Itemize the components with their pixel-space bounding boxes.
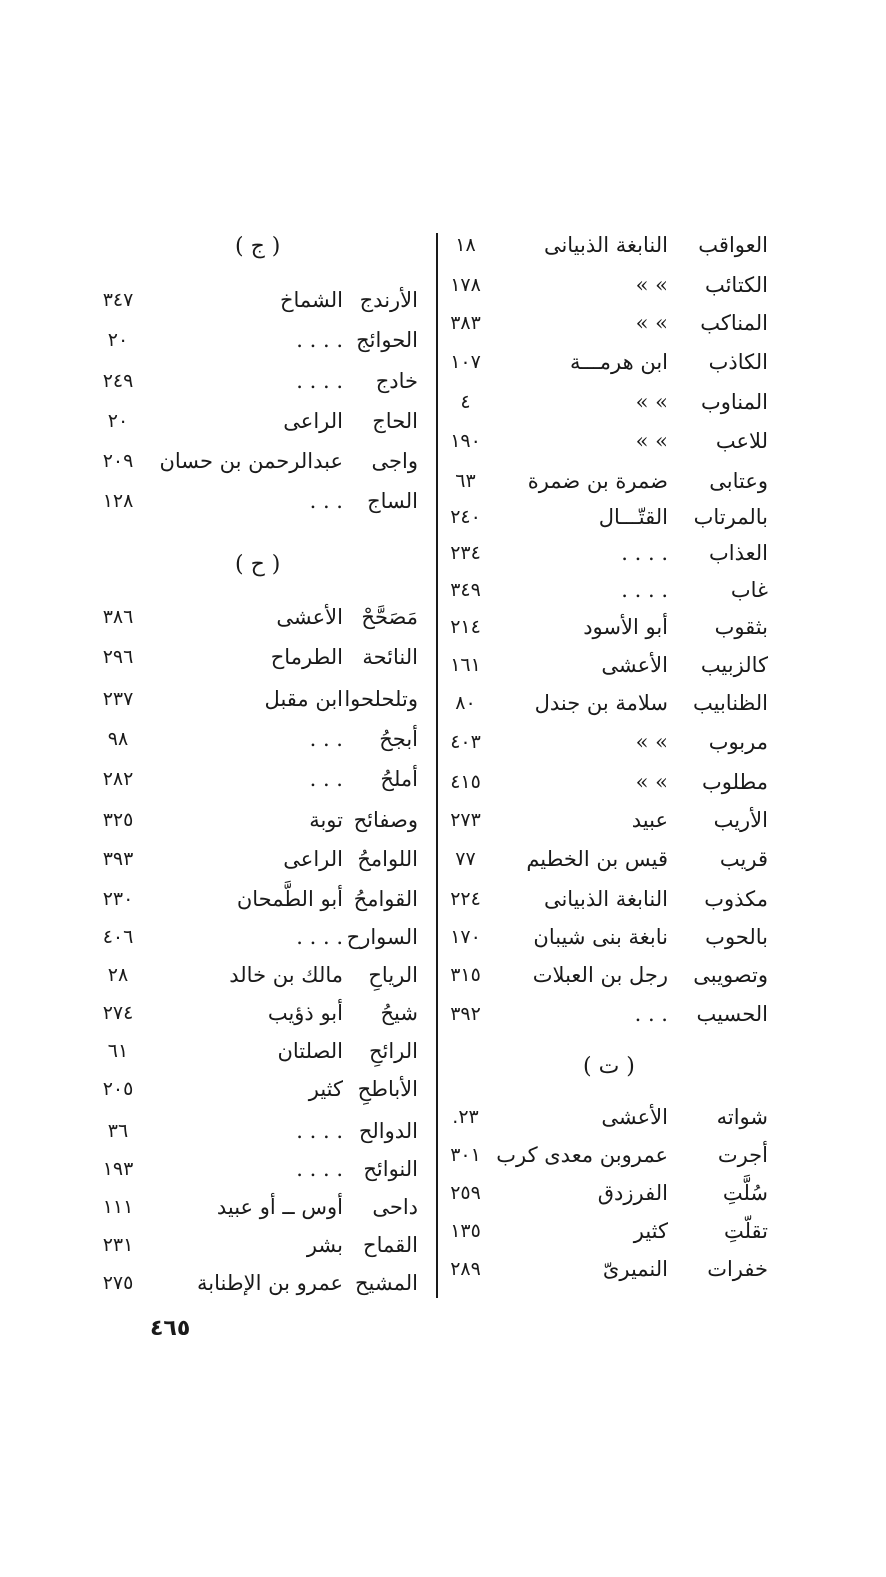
index-entry	[88, 404, 418, 438]
page-reference: ٢٢٤	[450, 888, 481, 910]
poet-name: عمروبن معدى كرب	[496, 1143, 668, 1167]
index-entry	[88, 882, 418, 916]
page-reference: ٢٧٥	[102, 1272, 134, 1294]
poet-name: عبدالرحمن بن حسان	[159, 449, 343, 473]
rhyme-word: المشيح	[355, 1271, 418, 1295]
page-reference: ٢٨٩	[450, 1258, 481, 1280]
section-heading: ( ج )	[235, 234, 281, 259]
poet-name: الصلتان	[277, 1039, 343, 1063]
rhyme-word: الدوالح	[358, 1119, 418, 1143]
index-entry	[428, 500, 768, 534]
page-reference: ٢٩٦	[102, 646, 134, 668]
index-entry	[88, 682, 418, 716]
index-entry	[428, 725, 768, 759]
index-entry	[428, 648, 768, 682]
poet-name: . . . .	[621, 541, 668, 565]
page-number: ٤٦٥	[150, 1316, 191, 1341]
index-entry	[428, 803, 768, 837]
rhyme-word: الرائحِ	[368, 1039, 418, 1063]
rhyme-word: وعتابى	[709, 469, 768, 493]
page-reference: ١١١	[102, 1196, 134, 1218]
poet-name: مالك بن خالد	[229, 963, 343, 987]
index-entry	[428, 842, 768, 876]
index-entry	[428, 306, 768, 340]
page-reference: ٤	[460, 391, 471, 413]
poet-name: . . . .	[296, 369, 343, 393]
page-reference: ١٣٥	[450, 1220, 481, 1242]
page-reference: ٣٨٣	[450, 312, 481, 334]
rhyme-word: الأرندج	[359, 288, 418, 312]
rhyme-word: واجى	[371, 449, 418, 473]
page-reference: ٣٩٣	[102, 848, 134, 870]
index-entry	[88, 1114, 418, 1148]
poet-name: نابغة بنى شيبان	[533, 925, 668, 949]
page-reference: ٢٠	[107, 410, 129, 432]
section-heading: ( ح )	[235, 552, 281, 577]
page-reference: ٢١٤	[450, 616, 481, 638]
rhyme-word: الرياحِ	[368, 963, 418, 987]
index-entry	[428, 1138, 768, 1172]
page-reference: ٢٧٣	[450, 809, 481, 831]
poet-name: الأعشى	[601, 653, 668, 677]
page-reference: ٢٣٧	[102, 688, 134, 710]
page-reference: ٣٢٥	[102, 809, 134, 831]
section-heading: ( ت )	[583, 1054, 635, 1079]
page-reference: ٢٣٠	[102, 888, 134, 910]
poet-name: . . .	[634, 1002, 668, 1026]
poet-name: كثير	[308, 1077, 343, 1101]
page-reference: ٤٠٣	[450, 731, 481, 753]
rhyme-word: خادج	[375, 369, 418, 393]
index-entry	[428, 1100, 768, 1134]
rhyme-word: وصفائح	[353, 808, 418, 832]
page-reference: ٧٧	[455, 848, 476, 870]
rhyme-word: وتلحلحوا	[344, 687, 418, 711]
index-entry	[428, 1252, 768, 1286]
index-entry	[88, 842, 418, 876]
index-entry	[88, 484, 418, 518]
index-entry	[428, 536, 768, 570]
page-reference: ٢٠٩	[102, 450, 134, 472]
rhyme-word: النائحة	[362, 645, 418, 669]
rhyme-word: أملحُ	[380, 767, 418, 791]
page-reference: ١٢٨	[102, 490, 134, 512]
rhyme-word: القماح	[363, 1233, 418, 1257]
poet-name: . . . .	[296, 328, 343, 352]
page-reference: ٤٠٦	[102, 926, 134, 948]
index-entry	[428, 268, 768, 302]
page-reference: ٣٩٢	[450, 1003, 481, 1025]
index-entry	[88, 762, 418, 796]
rhyme-word: خفرات	[707, 1257, 768, 1281]
page-reference: ٣٦	[107, 1120, 129, 1142]
rhyme-word: المناكب	[700, 311, 768, 335]
poet-name: عمرو بن الإطنابة	[197, 1271, 343, 1295]
rhyme-word: بالمرتاب	[693, 505, 768, 529]
poet-name: القتّـــال	[598, 505, 668, 529]
index-entry	[88, 1266, 418, 1300]
poet-name: . . . .	[621, 578, 668, 602]
poet-name: . . . .	[296, 1119, 343, 1143]
poet-name: بشر	[306, 1233, 343, 1257]
index-entry	[88, 1034, 418, 1068]
rhyme-word: مكذوب	[704, 887, 768, 911]
rhyme-word: الحوائج	[356, 328, 418, 352]
index-entry	[428, 228, 768, 262]
page-reference: ٣٤٩	[450, 579, 481, 601]
rhyme-word: غاب	[730, 578, 768, 602]
rhyme-word: الظنابيب	[693, 691, 768, 715]
index-entry	[88, 958, 418, 992]
rhyme-word: كالزبيب	[700, 653, 768, 677]
page-reference: ٩٨	[107, 728, 129, 750]
index-entry	[88, 283, 418, 317]
index-entry	[88, 920, 418, 954]
index-entry	[88, 996, 418, 1030]
poet-name: رجل بن العبلات	[532, 963, 668, 987]
rhyme-word: داحى	[372, 1195, 418, 1219]
page-reference: ٢٣.	[452, 1106, 479, 1128]
rhyme-word: شواته	[716, 1105, 768, 1129]
rhyme-word: الساج	[367, 489, 418, 513]
rhyme-word: الكتائب	[704, 273, 768, 297]
poet-name: الراعى	[283, 409, 343, 433]
poet-name: الراعى	[283, 847, 343, 871]
poet-name: النميرىّ	[602, 1257, 668, 1281]
page-reference: ١٧٠	[450, 926, 481, 948]
rhyme-word: السوارح	[346, 925, 418, 949]
rhyme-word: العذاب	[709, 541, 768, 565]
poet-name: » »	[635, 429, 668, 453]
page-reference: ١٦١	[450, 654, 481, 676]
poet-name: أبو الطَّمحان	[236, 887, 343, 911]
page-reference: ٣٨٦	[102, 606, 134, 628]
page-reference: ٢٣٤	[450, 542, 481, 564]
rhyme-word: المناوب	[700, 390, 768, 414]
page-reference: ١٧٨	[450, 274, 481, 296]
rhyme-word: القوامحُ	[353, 887, 418, 911]
index-entry	[88, 1228, 418, 1262]
poet-name: سلامة بن جندل	[534, 691, 668, 715]
poet-name: الأعشى	[601, 1105, 668, 1129]
index-entry	[88, 1072, 418, 1106]
page-reference: ٢٤٠	[450, 506, 481, 528]
page-reference: ٢٧٤	[102, 1002, 134, 1024]
rhyme-word: سُلَّتِ	[722, 1181, 768, 1205]
rhyme-word: أبجحُ	[379, 727, 418, 751]
page-reference: ٨٠	[455, 692, 476, 714]
rhyme-word: تقلّتِ	[723, 1219, 768, 1243]
index-entry	[88, 364, 418, 398]
index-entry	[88, 323, 418, 357]
poet-name: النابغة الذبيانى	[543, 887, 668, 911]
poet-name: . . .	[309, 727, 343, 751]
rhyme-word: الحسيب	[696, 1002, 768, 1026]
poet-name: أبو ذؤيب	[267, 1001, 343, 1025]
page-reference: ٣٤٧	[102, 289, 134, 311]
page-reference: ١٨	[455, 234, 476, 256]
page-reference: ٣٠١	[450, 1144, 481, 1166]
index-entry	[88, 444, 418, 478]
page-reference: ٤١٥	[450, 771, 481, 793]
poet-name: » »	[635, 311, 668, 335]
rhyme-word: للاعب	[715, 429, 768, 453]
rhyme-word: اللوامحُ	[357, 847, 418, 871]
page-reference: ٢٨٢	[102, 768, 134, 790]
rhyme-word: الحاج	[372, 409, 418, 433]
index-entry	[428, 920, 768, 954]
page-reference: ٦٣	[455, 470, 476, 492]
rhyme-word: الأريب	[713, 808, 768, 832]
poet-name: أوس ــ أو عبيد	[216, 1195, 343, 1219]
rhyme-word: مطلوب	[701, 770, 768, 794]
page-reference: ٢٠٥	[102, 1078, 134, 1100]
index-entry	[88, 1190, 418, 1224]
rhyme-word: قريب	[719, 847, 768, 871]
index-entry	[428, 345, 768, 379]
index-entry	[428, 610, 768, 644]
index-entry	[428, 1176, 768, 1210]
rhyme-word: مربوب	[708, 730, 768, 754]
index-entry	[428, 385, 768, 419]
poet-name: » »	[635, 273, 668, 297]
poet-name: . . . .	[296, 1157, 343, 1181]
index-entry	[428, 958, 768, 992]
poet-name: . . .	[309, 767, 343, 791]
poet-name: ابن هرمـــة	[570, 350, 668, 374]
poet-name: » »	[635, 770, 668, 794]
poet-name: الطرماح	[270, 645, 343, 669]
page-reference: ٢٤٩	[102, 370, 134, 392]
rhyme-word: مَصَحَّحْ	[361, 605, 418, 629]
poet-name: الفرزدق	[597, 1181, 668, 1205]
index-entry	[428, 573, 768, 607]
index-entry	[428, 1214, 768, 1248]
index-entry	[88, 1152, 418, 1186]
page-reference: ٣١٥	[450, 964, 481, 986]
rhyme-word: شيحُ	[380, 1001, 418, 1025]
index-entry	[88, 722, 418, 756]
poet-name: الأعشى	[276, 605, 343, 629]
poet-name: قيس بن الخطيم	[526, 847, 668, 871]
page-reference: ١٩٠	[450, 430, 481, 452]
page-reference: ١٩٣	[102, 1158, 134, 1180]
rhyme-word: الأباطحِ	[357, 1077, 418, 1101]
rhyme-word: العواقب	[698, 233, 768, 257]
poet-name: النابغة الذبيانى	[543, 233, 668, 257]
page-reference: ٢٨	[107, 964, 129, 986]
index-entry	[428, 464, 768, 498]
index-entry	[88, 640, 418, 674]
rhyme-word: أجرت	[717, 1143, 768, 1167]
poet-name: » »	[635, 730, 668, 754]
poet-name: الشماخ	[279, 288, 343, 312]
poet-name: ضمرة بن ضمرة	[527, 469, 668, 493]
rhyme-word: بالحوب	[705, 925, 768, 949]
page-reference: ٢٣١	[102, 1234, 134, 1256]
rhyme-word: الكاذب	[708, 350, 768, 374]
index-entry	[88, 803, 418, 837]
index-entry	[428, 882, 768, 916]
poet-name: . . .	[309, 489, 343, 513]
index-entry	[428, 686, 768, 720]
page-reference: ١٠٧	[450, 351, 481, 373]
poet-name: توبة	[309, 808, 343, 832]
poet-name: كثير	[633, 1219, 668, 1243]
poet-name: عبيد	[631, 808, 668, 832]
rhyme-word: النوائح	[363, 1157, 418, 1181]
page-reference: ٦١	[107, 1040, 129, 1062]
poet-name: ابن مقبل	[264, 687, 343, 711]
poet-name: أبو الأسود	[583, 615, 668, 639]
index-entry	[428, 997, 768, 1031]
poet-name: » »	[635, 390, 668, 414]
page-reference: ٢٥٩	[450, 1182, 481, 1204]
page-reference: ٢٠	[107, 329, 129, 351]
rhyme-word: بثقوب	[714, 615, 768, 639]
poet-name: . . . .	[296, 925, 343, 949]
index-entry	[428, 424, 768, 458]
rhyme-word: وتصويبى	[693, 963, 768, 987]
index-entry	[428, 765, 768, 799]
index-entry	[88, 600, 418, 634]
